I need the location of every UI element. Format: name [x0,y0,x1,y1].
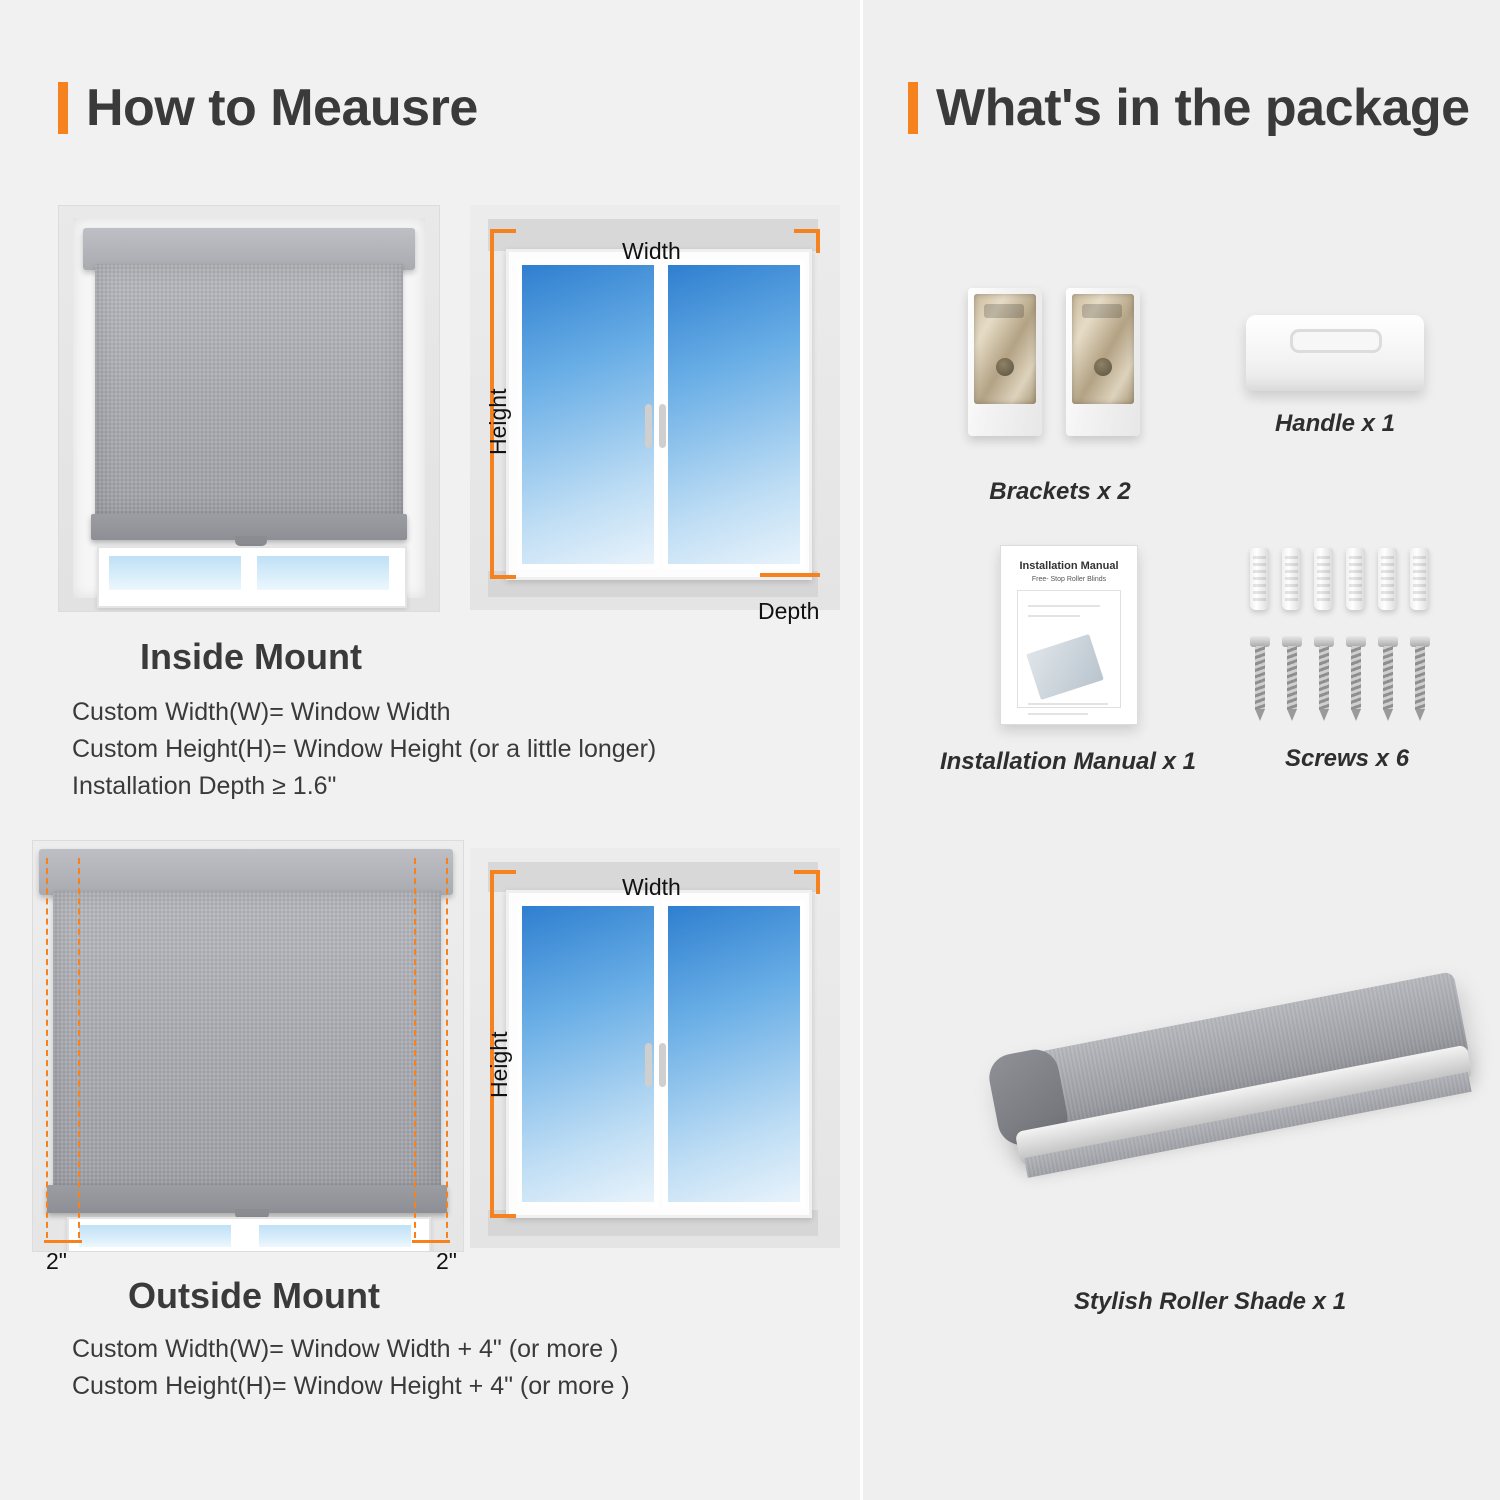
overhang-dash-right-inner [414,858,416,1238]
window-glass-right [257,556,389,590]
measure-depth-line [760,573,820,577]
inside-mount-title: Inside Mount [140,636,362,677]
screw-shaft [1287,646,1297,710]
window-handle-right-icon [659,1043,666,1087]
screw-5 [1380,636,1396,720]
screw-1 [1252,636,1268,720]
window-glass-right [668,265,800,564]
window-frame [506,249,812,580]
window-frame [506,890,812,1218]
window-glass-left [522,906,654,1202]
window-glass-right [259,1225,411,1247]
outside-height-label: Height [486,1031,512,1098]
measure-mark-bottomleft [490,1214,516,1218]
shade-fabric [95,264,403,519]
handle-item [1246,315,1424,391]
overhang-dash-left [46,858,48,1238]
screw-tip [1287,709,1297,721]
wall-anchor-6 [1410,548,1429,610]
manual-title-text: Installation Manual [1019,560,1119,572]
manual-subtitle-text: Free- Stop Roller Blinds [1031,576,1107,583]
handle-label: Handle x 1 [1274,410,1396,437]
inside-spec-3: Installation Depth ≥ 1.6" [72,772,337,800]
inside-mount-diagram [470,205,840,610]
overhang-right-label: 2" [436,1248,457,1274]
window-handle-left-icon [645,404,652,448]
manual-text-line [1028,615,1080,617]
measure-mark-topright [816,870,820,894]
inside-spec-1: Custom Width(W)= Window Width [72,698,451,726]
brackets-label: Brackets x 2 [989,478,1131,505]
wall-anchor-1 [1250,548,1269,610]
installation-manual-item [1000,545,1138,725]
window-handle-right-icon [659,404,666,448]
wall-anchor-5 [1378,548,1397,610]
window-glass-left [522,265,654,564]
screw-tip [1351,709,1361,721]
outside-spec-1: Custom Width(W)= Window Width + 4" (or more ) [72,1335,619,1363]
overhang-line-left [44,1240,82,1243]
manual-label: Installation Manual x 1 [939,748,1197,775]
window-sash-right [663,260,805,569]
screw-shaft [1351,646,1361,710]
inside-height-label: Height [485,388,511,455]
screw-6 [1412,636,1428,720]
bracket-slot [1082,304,1122,318]
measure-mark-topright [816,229,820,253]
manual-text-line [1028,713,1088,715]
bracket-item-2 [1066,288,1140,436]
window-below-shade [97,546,407,608]
wall-anchor-4 [1346,548,1365,610]
roller-shade-label: Stylish Roller Shade x 1 [1073,1288,1347,1315]
window-glass-left [109,556,241,590]
inside-mount-photo [58,205,440,612]
window-below-shade [67,1217,431,1252]
screw-tip [1255,709,1265,721]
window-sash-right [663,901,805,1207]
how-to-measure-heading-text: How to Meausre [86,79,478,137]
wall-anchor-3 [1314,548,1333,610]
handle-grip [1290,329,1382,353]
screw-tip [1383,709,1393,721]
inside-depth-label: Depth [758,598,820,624]
bracket-item-1 [968,288,1042,436]
how-to-measure-heading [58,78,478,138]
outside-mount-photo [32,840,464,1252]
screw-3 [1316,636,1332,720]
screw-tip [1415,709,1425,721]
screw-tip [1319,709,1329,721]
window-glass-left [79,1225,231,1247]
outside-spec-2: Custom Height(H)= Window Height + 4" (or more ) [72,1372,630,1400]
window-sash-left [517,901,659,1207]
screw-shaft [1319,646,1329,710]
window-glass-right [668,906,800,1202]
bracket-hole [996,358,1014,376]
inside-width-label: Width [622,238,681,264]
wall-anchor-2 [1282,548,1301,610]
accent-bar-icon [908,82,918,134]
manual-text-line [1028,605,1100,607]
screw-4 [1348,636,1364,720]
screw-2 [1284,636,1300,720]
panel-divider [860,0,863,1500]
bracket-slot [984,304,1024,318]
screws-label: Screws x 6 [1284,745,1410,772]
roller-shade-product [960,900,1480,1280]
shade-fabric [53,891,441,1191]
window-sash-left [517,260,659,569]
inside-spec-2: Custom Height(H)= Window Height (or a little longer) [72,735,657,763]
handle-lip [1246,375,1424,391]
measure-mark-bottomleft [490,575,516,579]
manual-illustration-shape [1026,634,1104,700]
outside-width-label: Width [622,874,681,900]
screw-shaft [1255,646,1265,710]
accent-bar-icon [58,82,68,134]
shade-headrail [39,849,453,895]
manual-text-line [1028,703,1108,705]
shade-pull-tab [235,536,267,546]
overhang-left-label: 2" [46,1248,67,1274]
screw-shaft [1415,646,1425,710]
overhang-dash-right [446,858,448,1238]
screw-shaft [1383,646,1393,710]
manual-illustration-box [1017,590,1121,708]
bracket-hole [1094,358,1112,376]
package-heading [908,78,1470,138]
outside-mount-diagram [470,848,840,1248]
outside-mount-title: Outside Mount [128,1275,380,1316]
overhang-dash-left-inner [78,858,80,1238]
window-handle-left-icon [645,1043,652,1087]
package-heading-text: What's in the package [936,79,1470,137]
overhang-line-right [412,1240,450,1243]
